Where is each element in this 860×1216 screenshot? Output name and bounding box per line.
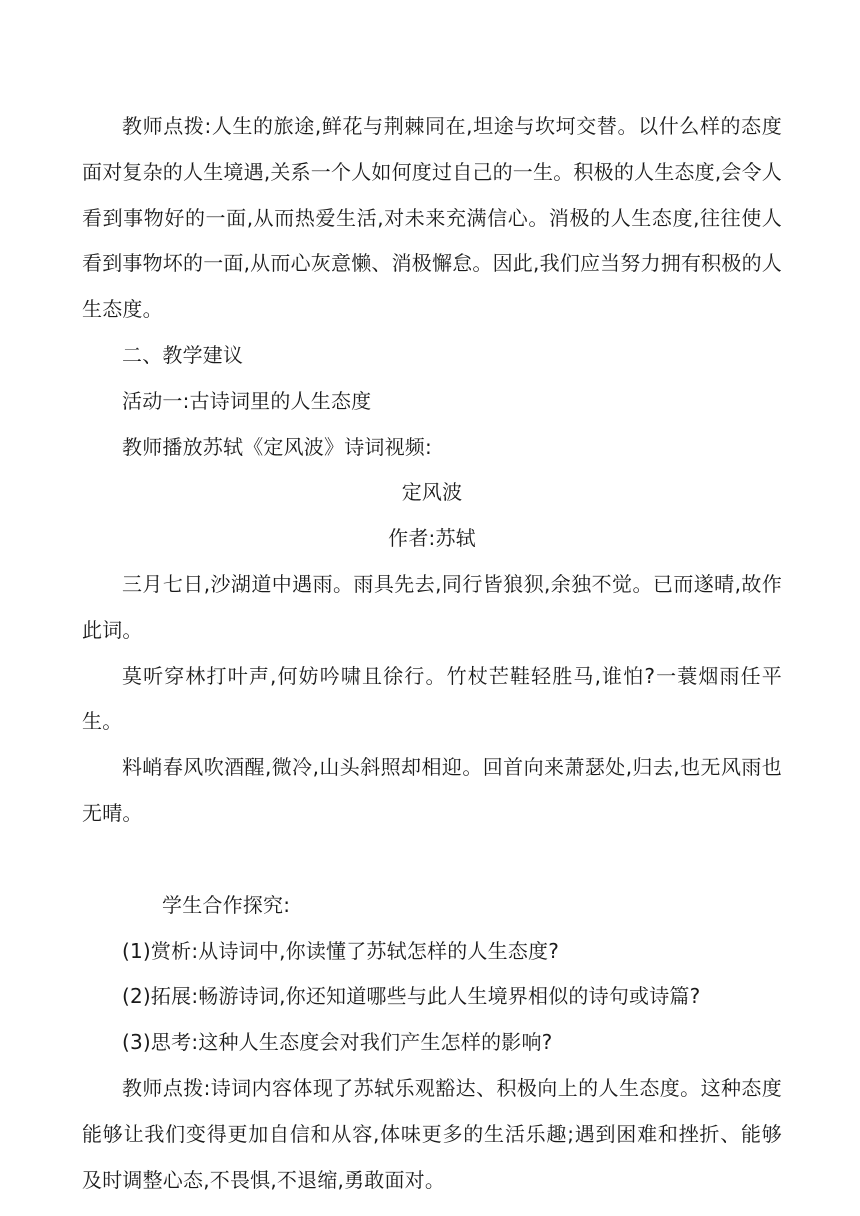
poem-author: 作者:苏轼 — [388, 526, 476, 551]
poem-stanza-1: 莫听穿林打叶声,何妨吟啸且徐行。竹杖芒鞋轻胜马,谁怕?一蓑烟雨任平生。 — [82, 663, 782, 734]
activity-one-heading: 活动一:古诗词里的人生态度 — [122, 388, 372, 413]
blank-line — [82, 837, 782, 883]
video-instruction: 教师播放苏轼《定风波》诗词视频: — [122, 434, 432, 459]
poem-title: 定风波 — [401, 480, 463, 505]
question-1: (1)赏析:从诗词中,你读懂了苏轼怎样的人生态度? — [122, 938, 560, 963]
teacher-guidance-paragraph: 教师点拨:人生的旅途,鲜花与荆棘同在,坦途与坎坷交替。以什么样的态度面对复杂的人生境遇,关系一个人如何度过自己的一生。积极的人生态度,会令人看到事物好的一面,从而热爱生活,对未来充满信心。消极的人生态度,往往使人看到事物坏的一面,从而心灰意懒、消极懈怠。因此,我们应当努力拥有积极的人生态度。 — [82, 114, 782, 322]
student-exploration-heading: 学生合作探究: — [162, 892, 291, 917]
question-3: (3)思考:这种人生态度会对我们产生怎样的影响? — [122, 1030, 553, 1055]
poem-preface: 三月七日,沙湖道中遇雨。雨具先去,同行皆狼狈,余独不觉。已而遂晴,故作此词。 — [82, 571, 782, 642]
teacher-guidance-conclusion: 教师点拨:诗词内容体现了苏轼乐观豁达、积极向上的人生态度。这种态度能够让我们变得更加自信和从容,体味更多的生活乐趣;遇到困难和挫折、能够及时调整心态,不畏惧,不退缩,勇敢面对。 — [82, 1075, 782, 1192]
section-heading-teaching-suggestions: 二、教学建议 — [122, 342, 244, 367]
document-body — [82, 104, 782, 1203]
question-2: (2)拓展:畅游诗词,你还知道哪些与此人生境界相似的诗句或诗篇? — [122, 984, 701, 1009]
poem-stanza-2: 料峭春风吹酒醒,微冷,山头斜照却相迎。回首向来萧瑟处,归去,也无风雨也无晴。 — [82, 755, 782, 825]
